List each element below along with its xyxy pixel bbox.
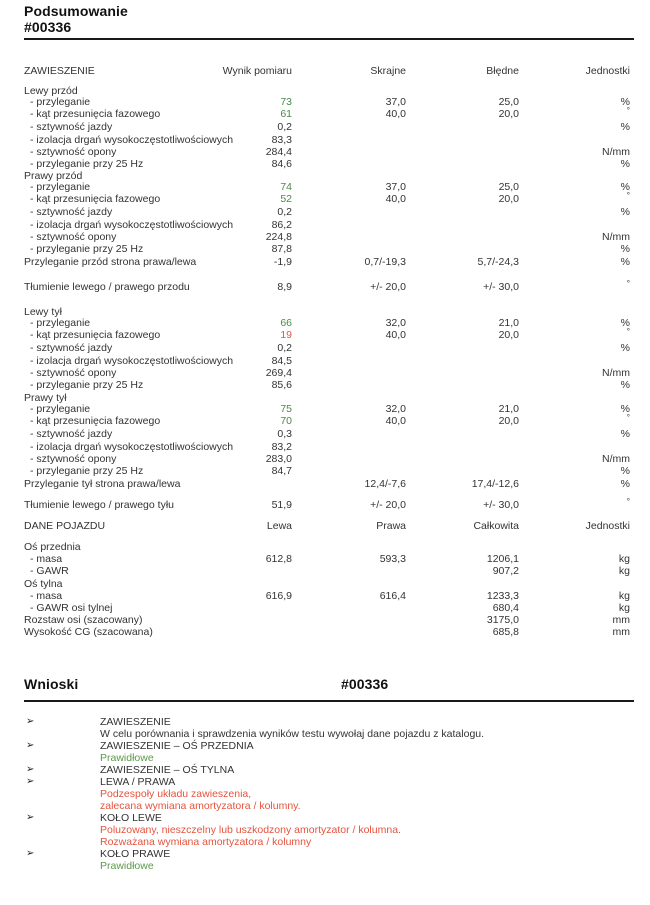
summary-divider	[24, 38, 634, 40]
header-dane-pojazdu: DANE POJAZDU	[24, 520, 106, 532]
measurement-name: - przyleganie	[30, 181, 91, 193]
measurement-name: - sztywność opony	[30, 453, 117, 465]
measurement-value: 52	[280, 193, 292, 205]
unit-cell: %	[620, 243, 630, 255]
measurement-name: - przyleganie przy 25 Hz	[30, 379, 144, 391]
measurement-value: 83,3	[271, 134, 292, 146]
conclusion-detail: Prawidłowe	[100, 860, 154, 872]
measurement-value: 84,7	[271, 465, 292, 477]
unit-cell: %	[620, 206, 630, 218]
conclusion-detail: Poluzowany, nieszczelny lub uszkodzony amortyzator / kolumna.	[100, 824, 401, 836]
header-zawieszenie: ZAWIESZENIE	[24, 65, 95, 77]
unit-cell: %	[620, 465, 630, 477]
measurement-value: 85,6	[271, 379, 292, 391]
unit-cell: %	[620, 121, 630, 133]
measurement-name: - izolacja drgań wysokoczęstotliwościowych	[30, 134, 234, 146]
measurement-value: 84,6	[271, 158, 292, 170]
vehicle-row-name: Rozstaw osi (szacowany)	[24, 614, 143, 626]
measurement-value: 0,3	[277, 428, 292, 440]
unit-cell: %	[620, 256, 630, 268]
measurement-value: 269,4	[265, 367, 292, 379]
header-calkowita: Całkowita	[473, 520, 519, 532]
measurement-name: - sztywność jazdy	[30, 342, 113, 354]
measurement-name: - izolacja drgań wysokoczęstotliwościowych	[30, 441, 234, 453]
measurement-name: - sztywność jazdy	[30, 428, 113, 440]
front-balance-wrong: 5,7/-24,3	[477, 256, 519, 268]
unit-cell: °	[626, 413, 630, 422]
vehicle-unit: mm	[612, 614, 630, 626]
unit-cell: °	[626, 327, 630, 336]
header-bledne: Błędne	[486, 65, 519, 77]
measurement-name: - izolacja drgań wysokoczęstotliwościowych	[30, 219, 234, 231]
conclusion-heading: KOŁO PRAWE	[100, 848, 171, 860]
extreme-limit: 37,0	[385, 181, 406, 193]
front-balance-label: Przyleganie przód strona prawa/lewa	[24, 256, 197, 268]
unit-cell: °	[626, 497, 630, 506]
unit-cell: N/mm	[602, 146, 630, 158]
vehicle-total: 680,4	[492, 602, 519, 614]
vehicle-total: 1206,1	[486, 553, 519, 565]
measurement-name: - sztywność opony	[30, 367, 117, 379]
measurement-name: - przyleganie przy 25 Hz	[30, 158, 144, 170]
arrowhead-bullet-icon: ➢	[26, 716, 35, 727]
measurement-value: 0,2	[277, 342, 292, 354]
conclusions-title: Wnioski	[24, 676, 79, 692]
vehicle-unit: kg	[618, 565, 630, 577]
fail-limit: 25,0	[498, 96, 519, 108]
rear-damping-value: 51,9	[271, 499, 292, 511]
conclusion-heading: ZAWIESZENIE – OŚ PRZEDNIA	[100, 740, 254, 752]
conclusion-detail: zalecana wymiana amortyzatora / kolumny.	[100, 800, 301, 812]
measurement-value: 61	[280, 108, 292, 120]
measurement-name: - sztywność opony	[30, 146, 117, 158]
vehicle-row-name: - masa	[30, 553, 63, 565]
measurement-name: - kąt przesunięcia fazowego	[30, 329, 161, 341]
rear-balance-label: Przyleganie tył strona prawa/lewa	[24, 478, 181, 490]
fail-limit: 20,0	[498, 108, 519, 120]
unit-cell: %	[620, 317, 630, 329]
conclusion-detail: Prawidłowe	[100, 752, 154, 764]
unit-cell: %	[620, 181, 630, 193]
arrowhead-bullet-icon: ➢	[26, 740, 35, 751]
measurement-value: 224,8	[265, 231, 292, 243]
vehicle-right: 616,4	[379, 590, 406, 602]
conclusion-heading: ZAWIESZENIE – OŚ TYLNA	[100, 764, 235, 776]
conclusions-id: #00336	[341, 676, 389, 692]
header-prawa: Prawa	[376, 520, 406, 532]
vehicle-left: 612,8	[265, 553, 292, 565]
unit-cell: %	[620, 342, 630, 354]
unit-cell: %	[620, 403, 630, 415]
conclusion-detail: Podzespoły układu zawieszenia,	[100, 788, 252, 800]
measurement-value: 83,2	[271, 441, 292, 453]
fail-limit: 21,0	[498, 403, 519, 415]
vehicle-row-name: Oś przednia	[24, 541, 81, 553]
conclusion-detail: Rozważana wymiana amortyzatora / kolumny	[100, 836, 312, 848]
unit-cell: °	[626, 191, 630, 200]
group-label: Lewy tył	[24, 306, 62, 318]
vehicle-row-name: - GAWR	[30, 565, 69, 577]
vehicle-total: 1233,3	[486, 590, 519, 602]
measurement-name: - izolacja drgań wysokoczęstotliwościowych	[30, 355, 234, 367]
unit-cell: %	[620, 96, 630, 108]
group-label: Prawy przód	[24, 170, 83, 182]
header-jednostki: Jednostki	[585, 65, 630, 77]
measurement-value: 73	[280, 96, 292, 108]
measurement-value: 84,5	[271, 355, 292, 367]
unit-cell: N/mm	[602, 231, 630, 243]
measurement-value: 0,2	[277, 206, 292, 218]
measurement-name: - przyleganie przy 25 Hz	[30, 243, 144, 255]
arrowhead-bullet-icon: ➢	[26, 764, 35, 775]
vehicle-unit: mm	[612, 626, 630, 638]
vehicle-total: 685,8	[492, 626, 519, 638]
measurement-value: 0,2	[277, 121, 292, 133]
front-damping-label: Tłumienie lewego / prawego przodu	[24, 281, 190, 293]
header-skrajne: Skrajne	[370, 65, 406, 77]
conclusion-heading: KOŁO LEWE	[100, 812, 162, 824]
measurement-value: 19	[280, 329, 292, 341]
vehicle-row-name: - GAWR osi tylnej	[30, 602, 113, 614]
arrowhead-bullet-icon: ➢	[26, 812, 35, 823]
front-balance-value: -1,9	[273, 256, 292, 268]
unit-cell: °	[626, 106, 630, 115]
measurement-name: - kąt przesunięcia fazowego	[30, 193, 161, 205]
extreme-limit: 37,0	[385, 96, 406, 108]
front-damping-extreme: +/- 20,0	[370, 281, 406, 293]
rear-damping-extreme: +/- 20,0	[370, 499, 406, 511]
extreme-limit: 32,0	[385, 317, 406, 329]
vehicle-unit: kg	[618, 590, 630, 602]
vehicle-right: 593,3	[379, 553, 406, 565]
conclusions-divider	[24, 700, 634, 702]
conclusion-heading: ZAWIESZENIE	[100, 716, 171, 728]
unit-cell: N/mm	[602, 367, 630, 379]
rear-damping-wrong: +/- 30,0	[483, 499, 519, 511]
vehicle-unit: kg	[618, 553, 630, 565]
measurement-value: 66	[280, 317, 292, 329]
vehicle-row-name: Wysokość CG (szacowana)	[24, 626, 153, 638]
extreme-limit: 40,0	[385, 193, 406, 205]
extreme-limit: 40,0	[385, 415, 406, 427]
measurement-name: - kąt przesunięcia fazowego	[30, 415, 161, 427]
measurement-value: 70	[280, 415, 292, 427]
unit-cell: %	[620, 379, 630, 391]
rear-balance-wrong: 17,4/-12,6	[471, 478, 519, 490]
vehicle-row-name: - masa	[30, 590, 63, 602]
measurement-name: - przyleganie	[30, 403, 91, 415]
fail-limit: 20,0	[498, 329, 519, 341]
measurement-name: - przyleganie przy 25 Hz	[30, 465, 144, 477]
header-wynik-pomiaru: Wynik pomiaru	[222, 65, 292, 77]
unit-cell: %	[620, 158, 630, 170]
measurement-name: - sztywność jazdy	[30, 206, 113, 218]
measurement-name: - przyleganie	[30, 96, 91, 108]
measurement-value: 283,0	[265, 453, 292, 465]
header-lewa: Lewa	[266, 520, 292, 532]
unit-cell: °	[626, 279, 630, 288]
fail-limit: 21,0	[498, 317, 519, 329]
conclusion-heading: LEWA / PRAWA	[100, 776, 176, 788]
vehicle-left: 616,9	[265, 590, 292, 602]
arrowhead-bullet-icon: ➢	[26, 848, 35, 859]
measurement-value: 284,4	[265, 146, 292, 158]
fail-limit: 20,0	[498, 193, 519, 205]
extreme-limit: 40,0	[385, 108, 406, 120]
measurement-value: 75	[280, 403, 292, 415]
rear-damping-label: Tłumienie lewego / prawego tyłu	[24, 499, 174, 511]
measurement-name: - sztywność opony	[30, 231, 117, 243]
extreme-limit: 40,0	[385, 329, 406, 341]
measurement-name: - sztywność jazdy	[30, 121, 113, 133]
vehicle-total: 3175,0	[486, 614, 519, 626]
header-jednostki: Jednostki	[585, 520, 630, 532]
vehicle-total: 907,2	[492, 565, 519, 577]
group-label: Prawy tył	[24, 392, 67, 404]
extreme-limit: 32,0	[385, 403, 406, 415]
measurement-name: - przyleganie	[30, 317, 91, 329]
front-balance-extreme: 0,7/-19,3	[364, 256, 406, 268]
vehicle-unit: kg	[618, 602, 630, 614]
rear-balance-extreme: 12,4/-7,6	[364, 478, 406, 490]
summary-id: #00336	[24, 19, 72, 35]
fail-limit: 20,0	[498, 415, 519, 427]
summary-title: Podsumowanie	[24, 3, 128, 19]
unit-cell: N/mm	[602, 453, 630, 465]
conclusion-detail: W celu porównania i sprawdzenia wyników testu wywołaj dane pojazdu z katalogu.	[100, 728, 485, 740]
front-damping-wrong: +/- 30,0	[483, 281, 519, 293]
vehicle-row-name: Oś tylna	[24, 578, 63, 590]
fail-limit: 25,0	[498, 181, 519, 193]
unit-cell: %	[620, 428, 630, 440]
arrowhead-bullet-icon: ➢	[26, 776, 35, 787]
measurement-name: - kąt przesunięcia fazowego	[30, 108, 161, 120]
unit-cell: %	[620, 478, 630, 490]
group-label: Lewy przód	[24, 85, 78, 97]
measurement-value: 87,8	[271, 243, 292, 255]
measurement-value: 86,2	[271, 219, 292, 231]
measurement-value: 74	[280, 181, 292, 193]
front-damping-value: 8,9	[277, 281, 292, 293]
